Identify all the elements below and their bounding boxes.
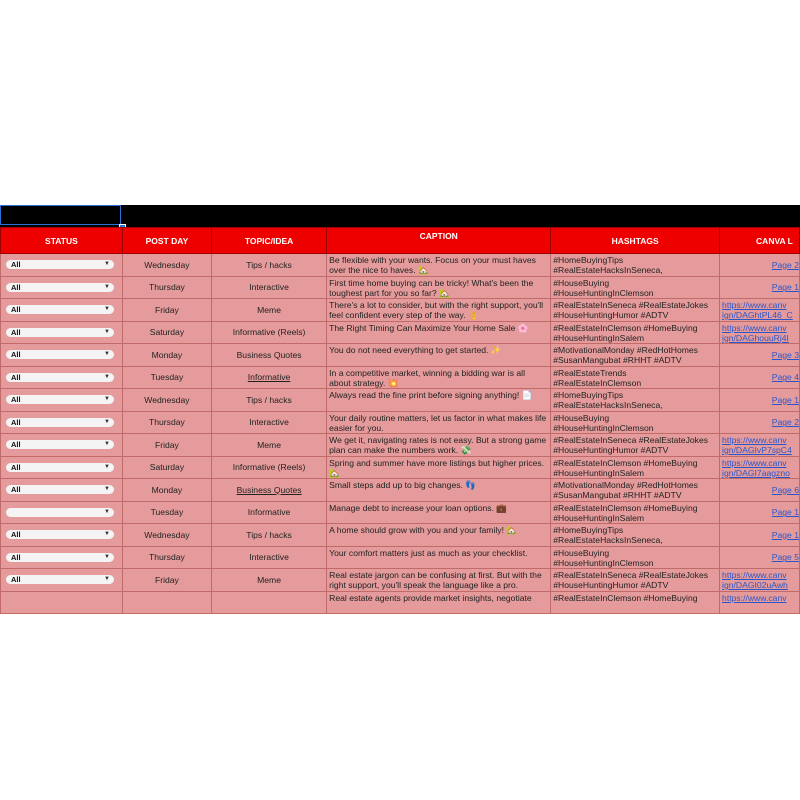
status-cell	[1, 254, 123, 277]
canva-link[interactable]: Page 6	[771, 484, 799, 495]
hashtags-cell[interactable]: #RealEstateInClemson #HomeBuying #HouseHuntingInSalem	[551, 321, 720, 344]
canva-link[interactable]: Page 1	[771, 282, 799, 293]
topic-text: Meme	[257, 574, 281, 585]
topic-cell[interactable]	[211, 411, 326, 434]
topic-text: Interactive	[249, 417, 289, 428]
content-table	[0, 227, 800, 614]
table-row	[1, 546, 800, 569]
chevron-down-icon: ▼	[104, 441, 110, 448]
topic-cell[interactable]	[211, 254, 326, 277]
status-cell	[1, 434, 123, 457]
topic-text: Informative	[247, 507, 291, 518]
status-dropdown[interactable]	[6, 260, 114, 269]
topic-text: Interactive	[249, 552, 289, 563]
canva-link-cell	[720, 524, 800, 547]
table-row	[1, 434, 800, 457]
hashtags-cell[interactable]: #HouseBuying #HouseHuntingInClemson	[551, 411, 720, 434]
canva-link[interactable]: https://www.canv ign/DAGI02uAwh	[722, 570, 788, 590]
status-cell	[1, 546, 123, 569]
status-cell	[1, 321, 123, 344]
table-row	[1, 366, 800, 389]
canva-link[interactable]: Page 1	[771, 507, 799, 518]
post-day-cell[interactable]: Thursday	[122, 276, 211, 299]
status-cell	[1, 501, 123, 524]
chevron-down-icon: ▼	[104, 486, 110, 493]
canva-link-cell	[720, 299, 800, 322]
table-row	[1, 501, 800, 524]
status-cell	[1, 299, 123, 322]
canva-link[interactable]: Page 4	[771, 372, 799, 383]
status-value: All	[11, 372, 21, 382]
post-day-cell[interactable]: Thursday	[122, 546, 211, 569]
canva-link-cell	[720, 411, 800, 434]
canva-link-cell	[720, 434, 800, 457]
chevron-down-icon: ▼	[104, 463, 110, 470]
status-value: All	[11, 485, 21, 495]
status-dropdown[interactable]	[6, 575, 114, 584]
status-cell	[1, 569, 123, 592]
header-hashtags[interactable]: HASHTAGS	[551, 228, 720, 254]
canva-link-cell	[720, 344, 800, 367]
topic-text: Business Quotes	[236, 484, 302, 495]
topic-text: Meme	[257, 439, 281, 450]
status-dropdown[interactable]	[6, 283, 114, 292]
status-value: All	[11, 350, 21, 360]
header-status[interactable]: STATUS	[1, 228, 123, 254]
caption-cell[interactable]: Real estate agents provide market insights, negotiate	[327, 591, 551, 614]
chevron-down-icon: ▼	[104, 351, 110, 358]
hashtags-cell[interactable]: #MotivationalMonday #RedHotHomes #SusanMangubat #RHHT #ADTV	[551, 479, 720, 502]
canva-link-cell	[720, 276, 800, 299]
topic-text: Tips / hacks	[246, 259, 292, 270]
hashtags-cell[interactable]: #RealEstateInSeneca #RealEstateJokes #HouseHuntingHumor #ADTV	[551, 434, 720, 457]
topic-cell[interactable]	[211, 569, 326, 592]
status-cell	[1, 276, 123, 299]
table-row	[1, 344, 800, 367]
canva-link[interactable]: https://www.canv	[722, 592, 787, 603]
chevron-down-icon: ▼	[104, 261, 110, 268]
status-cell	[1, 456, 123, 479]
table-row	[1, 456, 800, 479]
table-row	[1, 569, 800, 592]
post-day-cell[interactable]: Thursday	[122, 411, 211, 434]
table-row	[1, 479, 800, 502]
status-cell	[1, 389, 123, 412]
canva-link-cell	[720, 389, 800, 412]
post-day-cell[interactable]: Friday	[122, 569, 211, 592]
hashtags-cell[interactable]: #HomeBuyingTips #RealEstateHacksInSeneca,	[551, 254, 720, 277]
topic-cell[interactable]	[211, 434, 326, 457]
topic-cell[interactable]	[211, 546, 326, 569]
hashtags-cell[interactable]: #HomeBuyingTips #RealEstateHacksInSeneca,	[551, 524, 720, 547]
canva-link-cell	[720, 501, 800, 524]
table-body	[1, 254, 800, 614]
topic-text: Business Quotes	[236, 349, 302, 360]
topic-cell[interactable]	[211, 389, 326, 412]
topic-cell[interactable]	[211, 456, 326, 479]
table-row	[1, 254, 800, 277]
post-day-cell[interactable]: Wednesday	[122, 254, 211, 277]
chevron-down-icon: ▼	[104, 531, 110, 538]
caption-cell[interactable]: Always read the fine print before signing anything! 📄	[327, 389, 551, 412]
post-day-cell[interactable]: Monday	[122, 479, 211, 502]
canva-link[interactable]: https://www.canv ign/DAGI7aagzno	[722, 457, 790, 478]
header-row	[1, 228, 800, 254]
topic-text: Interactive	[249, 282, 289, 293]
caption-cell[interactable]: First time home buying can be tricky! What's been the toughest part for you so far? 🏡	[327, 276, 551, 299]
caption-cell[interactable]: Manage debt to increase your loan options. 💼	[327, 501, 551, 524]
chevron-down-icon: ▼	[104, 418, 110, 425]
topic-cell[interactable]	[211, 479, 326, 502]
status-value: All	[11, 305, 21, 315]
canva-link-cell	[720, 569, 800, 592]
post-day-cell[interactable]	[122, 591, 211, 614]
hashtags-cell[interactable]: #RealEstateInClemson #HomeBuying #HouseHuntingInSalem	[551, 501, 720, 524]
status-dropdown[interactable]	[6, 553, 114, 562]
table-row	[1, 389, 800, 412]
status-value: All	[11, 440, 21, 450]
status-cell	[1, 479, 123, 502]
hashtags-cell[interactable]: #RealEstateInSeneca #RealEstateJokes #HouseHuntingHumor #ADTV	[551, 569, 720, 592]
status-dropdown[interactable]	[6, 463, 114, 472]
caption-cell[interactable]: Your daily routine matters, let us factor in what makes life easier for you.	[327, 411, 551, 434]
caption-cell[interactable]: You do not need everything to get started. ✨	[327, 344, 551, 367]
canva-link[interactable]: https://www.canv ign/DAGIvP7spC4	[722, 435, 792, 455]
caption-cell[interactable]: Small steps add up to big changes. 👣	[327, 479, 551, 502]
post-day-cell[interactable]: Friday	[122, 434, 211, 457]
topic-cell[interactable]	[211, 344, 326, 367]
canva-link-cell	[720, 456, 800, 479]
canva-link-cell	[720, 546, 800, 569]
status-value: All	[11, 395, 21, 405]
caption-cell[interactable]: A home should grow with you and your family! 🏡	[327, 524, 551, 547]
status-dropdown[interactable]	[6, 373, 114, 382]
status-cell	[1, 366, 123, 389]
canva-link-cell	[720, 321, 800, 344]
post-day-cell[interactable]: Monday	[122, 344, 211, 367]
status-value: All	[11, 530, 21, 540]
caption-cell[interactable]: We get it, navigating rates is not easy. But a strong game plan can make the numbers work. 💸	[327, 434, 551, 457]
chevron-down-icon: ▼	[104, 306, 110, 313]
post-day-cell[interactable]: Saturday	[122, 456, 211, 479]
topic-text: Informative	[247, 372, 291, 383]
status-cell	[1, 591, 123, 614]
status-value: All	[11, 575, 21, 585]
status-cell	[1, 344, 123, 367]
status-value: All	[11, 417, 21, 427]
caption-cell[interactable]: In a competitive market, winning a bidding war is all about strategy. 💥	[327, 366, 551, 389]
canva-link[interactable]: https://www.canv ign/DAGhouuRj4I	[722, 322, 789, 343]
caption-cell[interactable]: There's a lot to consider, but with the right support, you'll feel confident every step of the way. 👌	[327, 299, 551, 322]
status-value: All	[11, 260, 21, 270]
canva-link-cell	[720, 366, 800, 389]
chevron-down-icon: ▼	[104, 396, 110, 403]
canva-link[interactable]: Page 3	[771, 349, 799, 360]
post-day-cell[interactable]: Tuesday	[122, 366, 211, 389]
caption-cell[interactable]: Your comfort matters just as much as your checklist.	[327, 546, 551, 569]
post-day-cell[interactable]: Wednesday	[122, 524, 211, 547]
header-topic[interactable]: TOPIC/IDEA	[211, 228, 326, 254]
status-dropdown[interactable]	[6, 485, 114, 494]
topic-text: Tips / hacks	[246, 394, 292, 405]
caption-cell[interactable]: Real estate jargon can be confusing at first. But with the right support, you'll speak the language like a pro.	[327, 569, 551, 592]
hashtags-cell[interactable]: #RealEstateTrends #RealEstateInClemson	[551, 366, 720, 389]
status-value: All	[11, 552, 21, 562]
topic-cell[interactable]	[211, 524, 326, 547]
status-dropdown[interactable]	[6, 530, 114, 539]
header-post-day[interactable]: POST DAY	[122, 228, 211, 254]
post-day-cell[interactable]: Wednesday	[122, 389, 211, 412]
post-day-cell[interactable]: Saturday	[122, 321, 211, 344]
status-value: All	[11, 462, 21, 472]
chevron-down-icon: ▼	[104, 576, 110, 583]
canva-link-cell	[720, 254, 800, 277]
hashtags-cell[interactable]: #RealEstateInClemson #HomeBuying	[551, 591, 720, 614]
status-dropdown[interactable]	[6, 440, 114, 449]
table-row	[1, 411, 800, 434]
canva-link[interactable]: Page 1	[771, 529, 799, 540]
chevron-down-icon: ▼	[104, 283, 110, 290]
status-dropdown[interactable]	[6, 328, 114, 337]
header-canva-link[interactable]: CANVA L	[720, 228, 800, 254]
status-dropdown[interactable]	[6, 395, 114, 404]
canva-link[interactable]: Page 5	[771, 552, 799, 563]
post-day-cell[interactable]: Friday	[122, 299, 211, 322]
status-dropdown[interactable]	[6, 508, 114, 517]
status-cell	[1, 524, 123, 547]
status-dropdown[interactable]	[6, 350, 114, 359]
canva-link[interactable]: https://www.canv ign/DAGhtPL46_C	[722, 300, 793, 320]
hashtags-cell[interactable]: #HomeBuyingTips #RealEstateHacksInSeneca,	[551, 389, 720, 412]
topic-cell[interactable]	[211, 276, 326, 299]
table-row	[1, 591, 800, 614]
topic-text: Informative (Reels)	[232, 327, 306, 338]
chevron-down-icon: ▼	[104, 553, 110, 560]
chevron-down-icon: ▼	[104, 508, 110, 515]
topic-cell[interactable]	[211, 591, 326, 614]
status-dropdown[interactable]	[6, 305, 114, 314]
canva-link-cell	[720, 591, 800, 614]
topic-text: Tips / hacks	[246, 529, 292, 540]
table-row	[1, 276, 800, 299]
canva-link[interactable]: Page 2	[771, 259, 799, 270]
topic-cell[interactable]	[211, 321, 326, 344]
chevron-down-icon: ▼	[104, 373, 110, 380]
canva-link[interactable]: Page 1	[771, 394, 799, 405]
hashtags-cell[interactable]: #RealEstateInClemson #HomeBuying #HouseHuntingInSalem	[551, 456, 720, 479]
caption-cell[interactable]: Spring and summer have more listings but higher prices. 🏡	[327, 456, 551, 479]
status-value: All	[11, 282, 21, 292]
caption-cell[interactable]: The Right Timing Can Maximize Your Home Sale 🌸	[327, 321, 551, 344]
table-row	[1, 524, 800, 547]
topic-cell[interactable]	[211, 501, 326, 524]
caption-cell[interactable]: Be flexible with your wants. Focus on your must haves over the nice to haves. 🏡	[327, 254, 551, 277]
topic-cell[interactable]	[211, 299, 326, 322]
selected-cell[interactable]	[0, 205, 121, 225]
header-caption[interactable]: CAPTION	[327, 228, 551, 254]
table-row	[1, 321, 800, 344]
status-cell	[1, 411, 123, 434]
status-dropdown[interactable]	[6, 418, 114, 427]
spreadsheet	[0, 205, 800, 603]
hashtags-cell[interactable]: #MotivationalMonday #RedHotHomes #SusanMangubat #RHHT #ADTV	[551, 344, 720, 367]
canva-link-cell	[720, 479, 800, 502]
table-row	[1, 299, 800, 322]
status-value: All	[11, 327, 21, 337]
hashtags-cell[interactable]: #RealEstateInSeneca #RealEstateJokes #HouseHuntingHumor #ADTV	[551, 299, 720, 322]
canva-link[interactable]: Page 2	[771, 417, 799, 428]
topic-text: Meme	[257, 304, 281, 315]
topic-text: Informative (Reels)	[232, 462, 306, 473]
hashtags-cell[interactable]: #HouseBuying #HouseHuntingInClemson	[551, 276, 720, 299]
topic-cell[interactable]	[211, 366, 326, 389]
post-day-cell[interactable]: Tuesday	[122, 501, 211, 524]
hashtags-cell[interactable]: #HouseBuying #HouseHuntingInClemson	[551, 546, 720, 569]
chevron-down-icon: ▼	[104, 328, 110, 335]
